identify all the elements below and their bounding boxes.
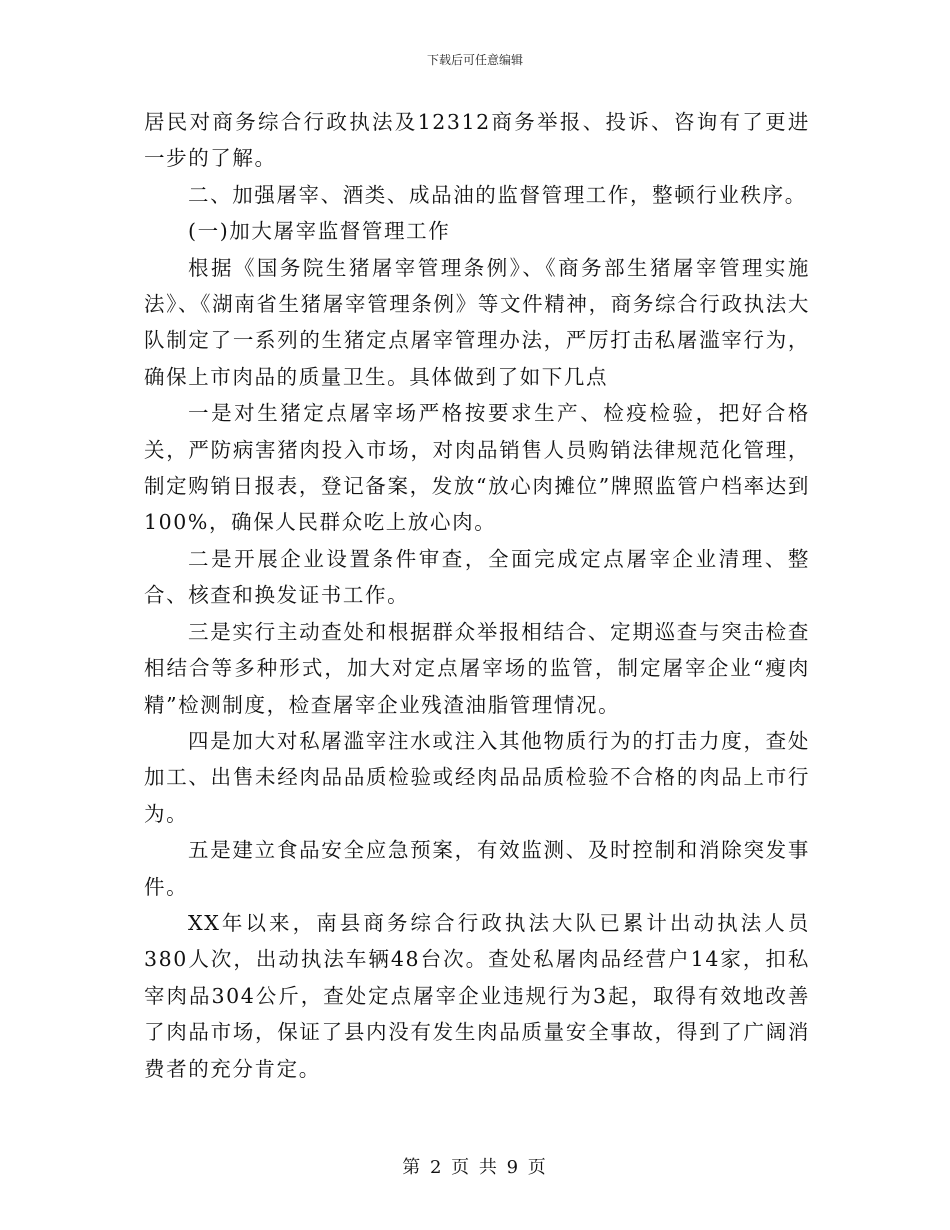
document-body xyxy=(144,104,810,1087)
paragraph-continuation: 居民对商务综合行政执法及12312商务举报、投诉、咨询有了更进一步的了解。 xyxy=(144,110,810,171)
paragraph: 一是对生猪定点屠宰场严格按要求生产、检疫检验，把好合格关，严防病害猪肉投入市场，对肉品销售人员购销法律规范化管理，制定购销日报表，登记备案，发放“放心肉摊位”牌照监管户档率达到100%，确保人民群众吃上放心肉。 xyxy=(144,401,810,535)
paragraph: 四是加大对私屠滥宰注水或注入其他物质行为的打击力度，查处加工、出售未经肉品品质检验或经肉品品质检验不合格的肉品上市行为。 xyxy=(144,728,810,826)
paragraph: 二是开展企业设置条件审查，全面完成定点屠宰企业清理、整合、核查和换发证书工作。 xyxy=(144,546,810,608)
paragraph: 五是建立食品安全应急预案，有效监测、及时控制和消除突发事件。 xyxy=(144,838,810,899)
paragraph: XX年以来，南县商务综合行政执法大队已累计出动执法人员380人次，出动执法车辆48台次。查处私屠肉品经营户14家，扣私宰肉品304公斤，查处定点屠宰企业违规行为3起，取得有效地改善了肉品市场，保证了县内没有发生肉品质量安全事故，得到了广阔消费者的充分肯定。 xyxy=(144,910,810,1081)
paragraph: 三是实行主动查处和根据群众举报相结合、定期巡查与突击检查相结合等多种形式，加大对定点屠宰场的监管，制定屠宰企业“瘦肉精”检测制度，检查屠宰企业残渣油脂管理情况。 xyxy=(144,619,810,717)
page-header-note: 下载后可任意编辑 xyxy=(426,53,523,67)
paragraph: 根据《国务院生猪屠宰管理条例》、《商务部生猪屠宰管理实施法》、《湖南省生猪屠宰管理条例》等文件精神，商务综合行政执法大队制定了一系列的生猪定点屠宰管理办法，严厉打击私屠滥宰行为，确保上市肉品的质量卫生。具体做到了如下几点 xyxy=(144,255,810,389)
subsection-heading: (一)加大屠宰监督管理工作 xyxy=(188,219,451,244)
section-heading: 二、加强屠宰、酒类、成品油的监督管理工作，整顿行业秩序。 xyxy=(188,182,807,207)
page-number: 第 2 页 共 9 页 xyxy=(402,1157,548,1178)
